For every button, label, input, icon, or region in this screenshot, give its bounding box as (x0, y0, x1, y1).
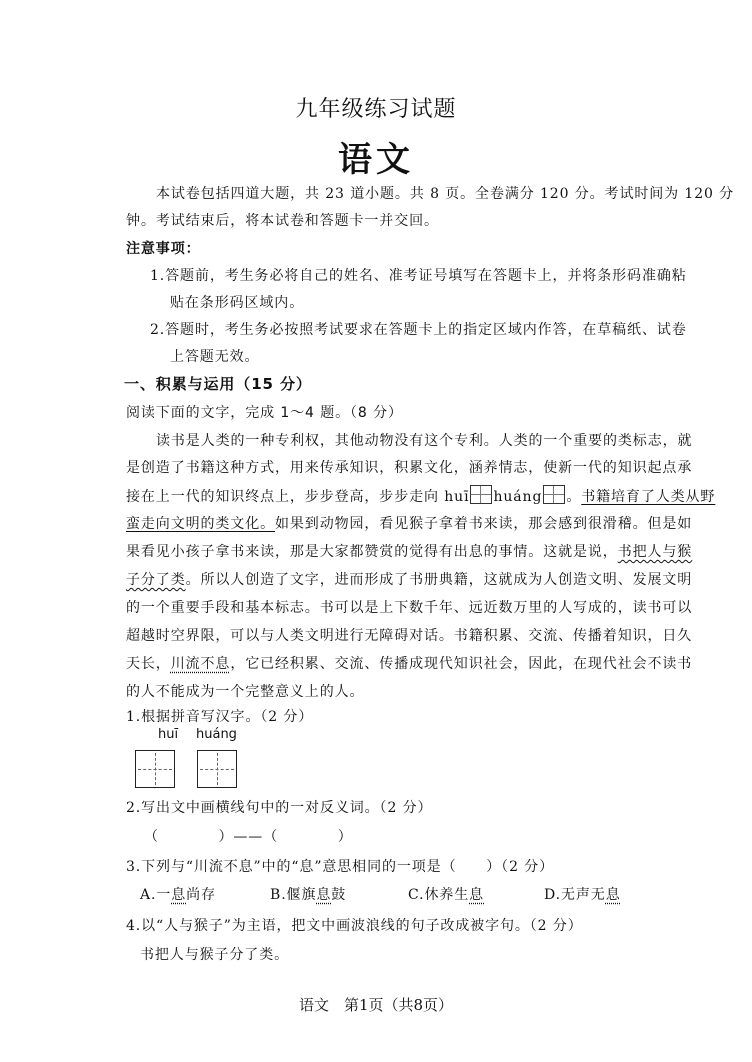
exam-title: 九年级练习试题 (295, 97, 457, 122)
passage-text: 。所以人创造了文字，进而形成了书册典籍，这就成为人创造文明、发展文明 (185, 572, 693, 588)
quoted-sentence: 书把人与猴子分了类。 (140, 947, 289, 963)
passage-text: ，它已经积累、交流、传播成现代知识社会，因此，在现代社会不读书 (230, 656, 693, 672)
wavy-sentence: 书把人与猴 (617, 544, 693, 560)
fill-box (470, 485, 492, 504)
passage-line (126, 569, 692, 589)
option-a[interactable]: A.一息尚存 (140, 887, 216, 903)
intro-line: 钟。考试结束后，将本试卷和答题卡一并交回。 (126, 213, 439, 229)
passage-line (126, 485, 715, 506)
passage-text: 。 (566, 489, 582, 505)
question-2: 2.写出文中画横线句中的一对反义词。（2 分） (126, 800, 433, 816)
note-item-2-cont: 上答题无效。 (170, 349, 260, 365)
section-heading: 一、积累与运用（15 分） (124, 375, 312, 393)
passage-line: 读书是人类的一种专利权，其他动物没有这个专利。人类的一个重要的类标志，就 (156, 433, 693, 449)
passage-text: 天长， (126, 656, 171, 672)
passage-line: 的人不能成为一个完整意义上的人。 (126, 684, 365, 700)
passage-line (126, 541, 692, 561)
question-4: 4.以“人与猴子”为主语，把文中画波浪线的句子改成被字句。（2 分） (126, 918, 583, 934)
question-3: 3.下列与“川流不息”中的“息”意思相同的一项是（ ）（2 分） (126, 859, 555, 875)
answer-grid-box[interactable] (197, 750, 237, 788)
dotted-phrase: 川流不息 (170, 656, 231, 672)
option-c[interactable]: C.休养生息 (408, 887, 485, 903)
notes-heading: 注意事项： (126, 241, 201, 257)
passage-line (126, 513, 692, 533)
underlined-sentence: 书籍培育了人类从野 (581, 489, 716, 505)
page-footer: 语文 第1页（共8页） (298, 996, 454, 1014)
question-1: 1.根据拼音写汉字。（2 分） (126, 709, 314, 725)
passage-line (126, 653, 692, 673)
note-item-2: 2.答题时，考生务必按照考试要求在答题卡上的指定区域内作答，在草稿纸、试卷 (150, 322, 687, 338)
pinyin-label: huáng (196, 727, 237, 742)
note-item-1-cont: 贴在条形码区域内。 (170, 295, 305, 311)
passage-text: 如果到动物园，看见猴子拿着书来读，那会感到很滑稽。但是如 (275, 516, 693, 532)
answer-grid-box[interactable] (135, 750, 175, 788)
passage-line: 是创造了书籍这种方式，用来传承知识，积累文化，涵养情志，使新一代的知识起点承 (126, 460, 693, 476)
reading-instruction: 阅读下面的文字，完成 1～4 题。（8 分） (126, 405, 403, 421)
passage-line: 超越时空界限，可以与人类文明进行无障碍对话。书籍积累、交流、传播着知识，日久 (126, 628, 693, 644)
passage-line: 的一个重要手段和基本标志。书可以是上下数千年、远近数万里的人写成的，读书可以 (126, 600, 693, 616)
option-b[interactable]: B.偃旗息鼓 (270, 887, 347, 903)
subject-title: 语文 (338, 140, 414, 180)
option-d[interactable]: D.无声无息 (544, 887, 621, 903)
passage-text: 果看见小孩子拿书来读，那是大家都赞赏的觉得有出息的事情。这就是说， (126, 544, 618, 560)
intro-line: 本试卷包括四道大题，共 23 道小题。共 8 页。全卷满分 120 分。考试时间为 120 分 (156, 186, 735, 202)
passage-text: 接在上一代的知识终点上，步步登高，步步走向 huī (126, 489, 470, 505)
underlined-sentence: 蛮走向文明的类文化。 (126, 516, 275, 532)
pinyin-label: huī (158, 727, 179, 742)
fill-box (543, 485, 565, 504)
answer-blank[interactable]: （ ）——（ ） (144, 829, 353, 845)
passage-text: huáng (493, 489, 543, 505)
note-item-1: 1.答题前，考生务必将自己的姓名、准考证号填写在答题卡上，并将条形码准确粘 (150, 268, 687, 284)
wavy-sentence: 子分了类 (126, 572, 186, 588)
